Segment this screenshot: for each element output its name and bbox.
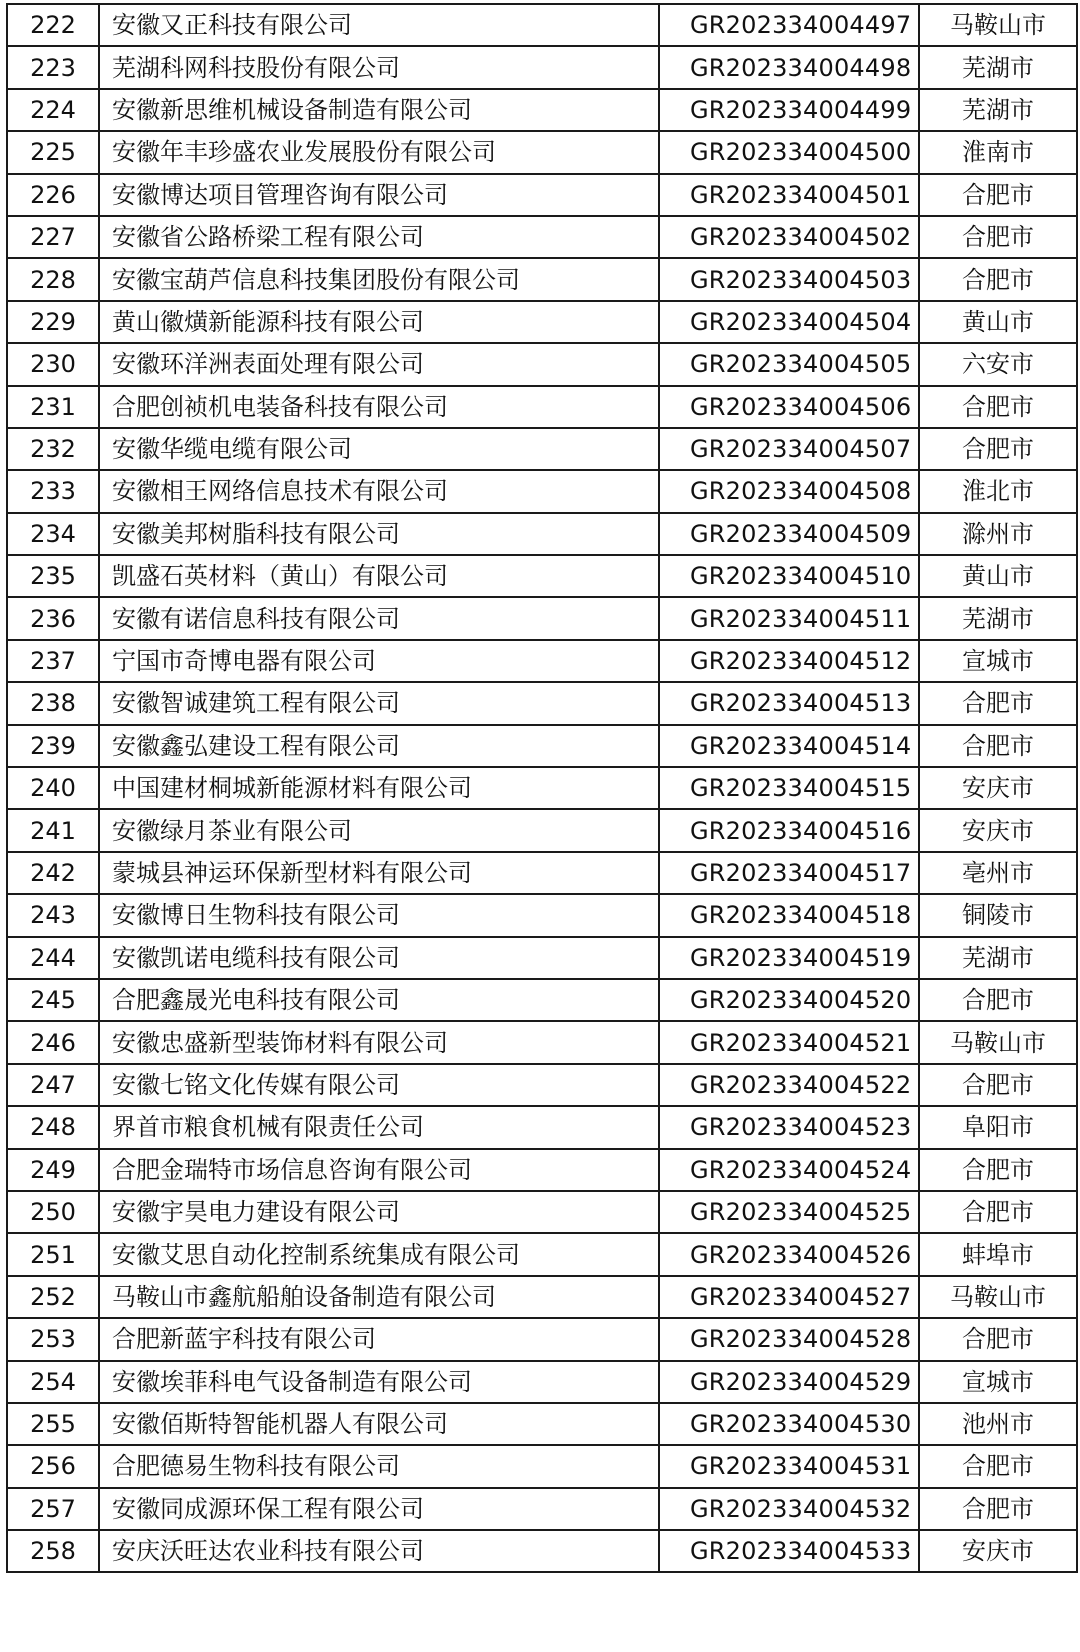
company-name-cell: 合肥创祯机电装备科技有限公司: [99, 386, 659, 428]
table-row: [7, 1488, 1077, 1530]
row-number-cell: 231: [7, 386, 99, 428]
table-row: [7, 216, 1077, 258]
company-name-cell: 安徽相王网络信息技术有限公司: [99, 470, 659, 512]
row-number-cell: 257: [7, 1488, 99, 1530]
table-row: [7, 809, 1077, 851]
city-cell: 阜阳市: [919, 1106, 1077, 1148]
company-name-cell: 安徽新思维机械设备制造有限公司: [99, 89, 659, 131]
row-number-cell: 258: [7, 1530, 99, 1572]
company-name-cell: 安庆沃旺达农业科技有限公司: [99, 1530, 659, 1572]
certificate-number-cell: GR202334004529: [659, 1361, 919, 1403]
city-cell: 合肥市: [919, 174, 1077, 216]
city-cell: 合肥市: [919, 1064, 1077, 1106]
city-cell: 池州市: [919, 1403, 1077, 1445]
table-row: [7, 597, 1077, 639]
certificate-number-cell: GR202334004531: [659, 1445, 919, 1487]
table-row: [7, 131, 1077, 173]
table-row: [7, 1276, 1077, 1318]
city-cell: 合肥市: [919, 386, 1077, 428]
city-cell: 亳州市: [919, 852, 1077, 894]
company-name-cell: 安徽七铭文化传媒有限公司: [99, 1064, 659, 1106]
certificate-number-cell: GR202334004509: [659, 513, 919, 555]
certificate-number-cell: GR202334004499: [659, 89, 919, 131]
company-name-cell: 安徽埃菲科电气设备制造有限公司: [99, 1361, 659, 1403]
city-cell: 黄山市: [919, 555, 1077, 597]
table-row: [7, 937, 1077, 979]
certificate-number-cell: GR202334004520: [659, 979, 919, 1021]
company-name-cell: 芜湖科网科技股份有限公司: [99, 46, 659, 88]
company-name-cell: 安徽博日生物科技有限公司: [99, 894, 659, 936]
city-cell: 黄山市: [919, 301, 1077, 343]
city-cell: 马鞍山市: [919, 4, 1077, 46]
city-cell: 芜湖市: [919, 937, 1077, 979]
company-name-cell: 安徽鑫弘建设工程有限公司: [99, 725, 659, 767]
table-row: [7, 301, 1077, 343]
city-cell: 合肥市: [919, 979, 1077, 1021]
certificate-number-cell: GR202334004510: [659, 555, 919, 597]
table-row: [7, 89, 1077, 131]
row-number-cell: 245: [7, 979, 99, 1021]
company-name-cell: 中国建材桐城新能源材料有限公司: [99, 767, 659, 809]
company-name-cell: 安徽智诚建筑工程有限公司: [99, 682, 659, 724]
certificate-number-cell: GR202334004516: [659, 809, 919, 851]
row-number-cell: 256: [7, 1445, 99, 1487]
table-row: [7, 258, 1077, 300]
table-row: [7, 852, 1077, 894]
city-cell: 合肥市: [919, 258, 1077, 300]
row-number-cell: 244: [7, 937, 99, 979]
city-cell: 安庆市: [919, 809, 1077, 851]
row-number-cell: 249: [7, 1149, 99, 1191]
certificate-number-cell: GR202334004526: [659, 1233, 919, 1275]
certificate-number-cell: GR202334004524: [659, 1149, 919, 1191]
row-number-cell: 243: [7, 894, 99, 936]
company-name-cell: 安徽佰斯特智能机器人有限公司: [99, 1403, 659, 1445]
row-number-cell: 225: [7, 131, 99, 173]
company-name-cell: 安徽宝葫芦信息科技集团股份有限公司: [99, 258, 659, 300]
row-number-cell: 234: [7, 513, 99, 555]
table-row: [7, 1021, 1077, 1063]
company-name-cell: 安徽美邦树脂科技有限公司: [99, 513, 659, 555]
row-number-cell: 237: [7, 640, 99, 682]
certificate-number-cell: GR202334004532: [659, 1488, 919, 1530]
row-number-cell: 247: [7, 1064, 99, 1106]
row-number-cell: 236: [7, 597, 99, 639]
city-cell: 安庆市: [919, 767, 1077, 809]
certificate-number-cell: GR202334004523: [659, 1106, 919, 1148]
company-name-cell: 凯盛石英材料（黄山）有限公司: [99, 555, 659, 597]
company-name-cell: 安徽又正科技有限公司: [99, 4, 659, 46]
city-cell: 合肥市: [919, 428, 1077, 470]
certificate-number-cell: GR202334004515: [659, 767, 919, 809]
table-row: [7, 682, 1077, 724]
table-row: [7, 513, 1077, 555]
company-name-cell: 合肥鑫晟光电科技有限公司: [99, 979, 659, 1021]
company-name-cell: 安徽华缆电缆有限公司: [99, 428, 659, 470]
certificate-number-cell: GR202334004522: [659, 1064, 919, 1106]
table-row: [7, 640, 1077, 682]
row-number-cell: 222: [7, 4, 99, 46]
certificate-number-cell: GR202334004521: [659, 1021, 919, 1063]
certificate-number-cell: GR202334004519: [659, 937, 919, 979]
certificate-number-cell: GR202334004512: [659, 640, 919, 682]
table-row: [7, 555, 1077, 597]
company-name-cell: 安徽有诺信息科技有限公司: [99, 597, 659, 639]
certificate-number-cell: GR202334004500: [659, 131, 919, 173]
company-name-cell: 安徽同成源环保工程有限公司: [99, 1488, 659, 1530]
row-number-cell: 253: [7, 1318, 99, 1360]
city-cell: 芜湖市: [919, 89, 1077, 131]
city-cell: 滁州市: [919, 513, 1077, 555]
company-name-cell: 黄山徽熿新能源科技有限公司: [99, 301, 659, 343]
city-cell: 芜湖市: [919, 46, 1077, 88]
table-row: [7, 1149, 1077, 1191]
table-row: [7, 767, 1077, 809]
city-cell: 铜陵市: [919, 894, 1077, 936]
city-cell: 合肥市: [919, 682, 1077, 724]
row-number-cell: 255: [7, 1403, 99, 1445]
company-list-table-wrapper: [6, 3, 1076, 1573]
table-row: [7, 1233, 1077, 1275]
city-cell: 马鞍山市: [919, 1021, 1077, 1063]
certificate-number-cell: GR202334004517: [659, 852, 919, 894]
certificate-number-cell: GR202334004513: [659, 682, 919, 724]
company-name-cell: 合肥新蓝宇科技有限公司: [99, 1318, 659, 1360]
company-name-cell: 安徽省公路桥梁工程有限公司: [99, 216, 659, 258]
certificate-number-cell: GR202334004508: [659, 470, 919, 512]
certificate-number-cell: GR202334004525: [659, 1191, 919, 1233]
table-row: [7, 1064, 1077, 1106]
company-name-cell: 合肥德易生物科技有限公司: [99, 1445, 659, 1487]
certificate-number-cell: GR202334004502: [659, 216, 919, 258]
table-row: [7, 894, 1077, 936]
city-cell: 六安市: [919, 343, 1077, 385]
table-row: [7, 4, 1077, 46]
row-number-cell: 224: [7, 89, 99, 131]
table-row: [7, 725, 1077, 767]
certificate-number-cell: GR202334004507: [659, 428, 919, 470]
table-row: [7, 1106, 1077, 1148]
company-name-cell: 宁国市奇博电器有限公司: [99, 640, 659, 682]
certificate-number-cell: GR202334004498: [659, 46, 919, 88]
table-row: [7, 174, 1077, 216]
company-name-cell: 安徽环洋洲表面处理有限公司: [99, 343, 659, 385]
row-number-cell: 240: [7, 767, 99, 809]
city-cell: 合肥市: [919, 1318, 1077, 1360]
city-cell: 合肥市: [919, 216, 1077, 258]
row-number-cell: 242: [7, 852, 99, 894]
row-number-cell: 226: [7, 174, 99, 216]
row-number-cell: 252: [7, 1276, 99, 1318]
row-number-cell: 223: [7, 46, 99, 88]
certificate-number-cell: GR202334004503: [659, 258, 919, 300]
row-number-cell: 227: [7, 216, 99, 258]
certificate-number-cell: GR202334004501: [659, 174, 919, 216]
row-number-cell: 230: [7, 343, 99, 385]
city-cell: 宣城市: [919, 1361, 1077, 1403]
certificate-number-cell: GR202334004497: [659, 4, 919, 46]
certificate-number-cell: GR202334004506: [659, 386, 919, 428]
city-cell: 合肥市: [919, 1191, 1077, 1233]
row-number-cell: 238: [7, 682, 99, 724]
table-row: [7, 1318, 1077, 1360]
table-body: [7, 4, 1077, 1572]
city-cell: 合肥市: [919, 725, 1077, 767]
company-name-cell: 安徽艾思自动化控制系统集成有限公司: [99, 1233, 659, 1275]
company-name-cell: 安徽年丰珍盛农业发展股份有限公司: [99, 131, 659, 173]
row-number-cell: 248: [7, 1106, 99, 1148]
table-row: [7, 428, 1077, 470]
company-name-cell: 安徽博达项目管理咨询有限公司: [99, 174, 659, 216]
city-cell: 淮南市: [919, 131, 1077, 173]
company-name-cell: 界首市粮食机械有限责任公司: [99, 1106, 659, 1148]
city-cell: 合肥市: [919, 1445, 1077, 1487]
table-row: [7, 343, 1077, 385]
company-name-cell: 合肥金瑞特市场信息咨询有限公司: [99, 1149, 659, 1191]
certificate-number-cell: GR202334004511: [659, 597, 919, 639]
table-row: [7, 979, 1077, 1021]
row-number-cell: 254: [7, 1361, 99, 1403]
row-number-cell: 233: [7, 470, 99, 512]
row-number-cell: 246: [7, 1021, 99, 1063]
table-row: [7, 386, 1077, 428]
table-row: [7, 1191, 1077, 1233]
certificate-number-cell: GR202334004528: [659, 1318, 919, 1360]
row-number-cell: 250: [7, 1191, 99, 1233]
row-number-cell: 241: [7, 809, 99, 851]
city-cell: 合肥市: [919, 1488, 1077, 1530]
company-name-cell: 安徽绿月茶业有限公司: [99, 809, 659, 851]
city-cell: 安庆市: [919, 1530, 1077, 1572]
company-name-cell: 安徽宇昊电力建设有限公司: [99, 1191, 659, 1233]
certificate-number-cell: GR202334004533: [659, 1530, 919, 1572]
certificate-number-cell: GR202334004527: [659, 1276, 919, 1318]
row-number-cell: 251: [7, 1233, 99, 1275]
city-cell: 宣城市: [919, 640, 1077, 682]
row-number-cell: 235: [7, 555, 99, 597]
city-cell: 淮北市: [919, 470, 1077, 512]
company-name-cell: 安徽忠盛新型装饰材料有限公司: [99, 1021, 659, 1063]
certificate-number-cell: GR202334004514: [659, 725, 919, 767]
certificate-number-cell: GR202334004518: [659, 894, 919, 936]
table-row: [7, 1403, 1077, 1445]
table-row: [7, 1530, 1077, 1572]
row-number-cell: 229: [7, 301, 99, 343]
table-row: [7, 46, 1077, 88]
company-name-cell: 安徽凯诺电缆科技有限公司: [99, 937, 659, 979]
company-list-table: [6, 3, 1078, 1573]
city-cell: 蚌埠市: [919, 1233, 1077, 1275]
certificate-number-cell: GR202334004530: [659, 1403, 919, 1445]
city-cell: 合肥市: [919, 1149, 1077, 1191]
company-name-cell: 马鞍山市鑫航船舶设备制造有限公司: [99, 1276, 659, 1318]
table-row: [7, 1445, 1077, 1487]
city-cell: 马鞍山市: [919, 1276, 1077, 1318]
certificate-number-cell: GR202334004505: [659, 343, 919, 385]
company-name-cell: 蒙城县神运环保新型材料有限公司: [99, 852, 659, 894]
row-number-cell: 228: [7, 258, 99, 300]
city-cell: 芜湖市: [919, 597, 1077, 639]
row-number-cell: 232: [7, 428, 99, 470]
certificate-number-cell: GR202334004504: [659, 301, 919, 343]
table-row: [7, 470, 1077, 512]
table-row: [7, 1361, 1077, 1403]
row-number-cell: 239: [7, 725, 99, 767]
